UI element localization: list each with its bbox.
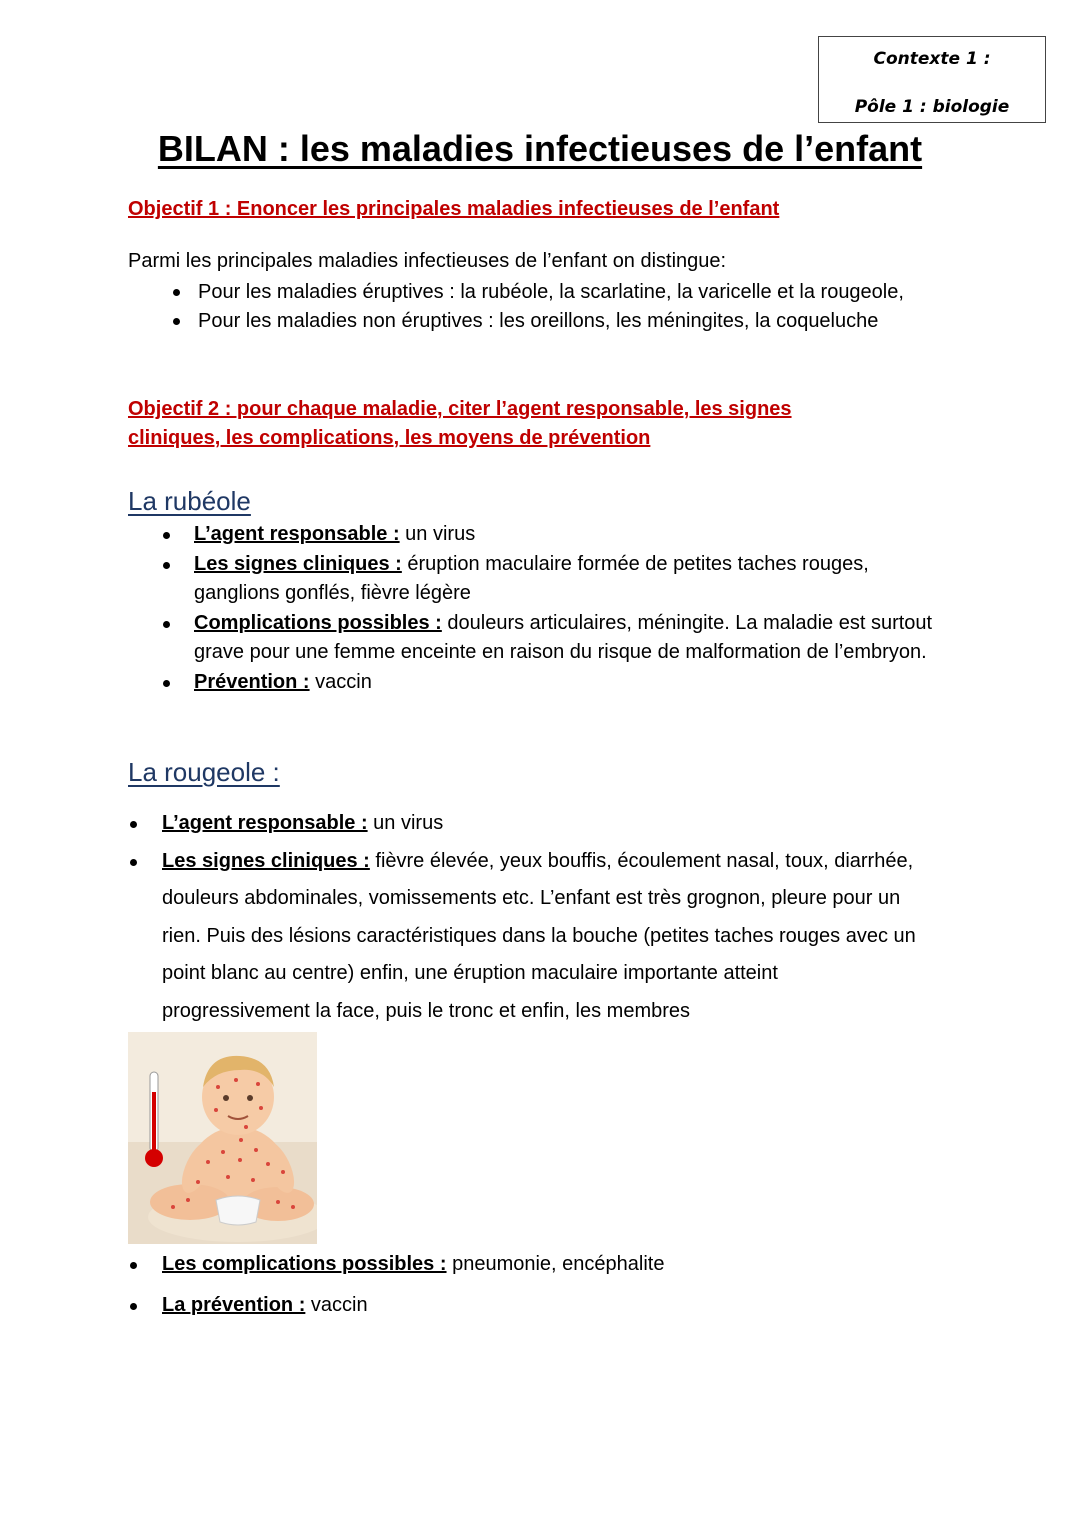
list-item: La prévention : vaccin	[128, 1287, 928, 1325]
rubeole-list	[128, 520, 948, 697]
section-rubeole-heading: La rubéole	[128, 486, 251, 516]
bullet-icon	[163, 621, 170, 628]
bullet-icon	[130, 1262, 137, 1269]
intro-paragraph: Parmi les principales maladies infectieuses de l’enfant on distingue:	[128, 250, 727, 272]
list-item: Complications possibles : douleurs articulaires, méningite. La maladie est surtout grave pour une femme enceinte en raison du risque de malformation de l’embryon.	[128, 609, 948, 668]
rougeole-list-continued	[128, 1246, 928, 1324]
list-item: L’agent responsable : un virus	[128, 805, 928, 843]
bullet-icon	[163, 532, 170, 539]
page-title: BILAN : les maladies infectieuses de l’enfant	[157, 128, 923, 169]
measles-baby-illustration	[128, 1032, 317, 1244]
bullet-icon	[130, 1303, 137, 1310]
rougeole-list	[128, 805, 928, 1030]
list-item: Prévention : vaccin	[128, 668, 948, 698]
pole-label: Pôle 1 : biologie	[854, 97, 1010, 117]
objective-2-heading: Objectif 2 : pour chaque maladie, citer l’agent responsable, les signes cliniques, les complications, les moyens de prévention	[128, 398, 792, 449]
context-label: Contexte 1 :	[873, 49, 991, 69]
objective-1-heading: Objectif 1 : Enoncer les principales maladies infectieuses de l’enfant	[128, 198, 780, 220]
list-item: Pour les maladies non éruptives : les oreillons, les méningites, la coqueluche	[128, 307, 948, 336]
bullet-icon	[130, 821, 137, 828]
bullet-icon	[163, 562, 170, 569]
list-item: L’agent responsable : un virus	[128, 520, 948, 550]
bullet-icon	[130, 859, 137, 866]
list-item: Les signes cliniques : éruption maculaire formée de petites taches rouges, ganglions gonflés, fièvre légère	[128, 550, 948, 609]
bullet-icon	[173, 289, 180, 296]
intro-list	[128, 278, 948, 336]
list-item: Pour les maladies éruptives : la rubéole, la scarlatine, la varicelle et la rougeole,	[128, 278, 948, 307]
bullet-icon	[163, 680, 170, 687]
list-item: Les signes cliniques : fièvre élevée, yeux bouffis, écoulement nasal, toux, diarrhée, douleurs abdominales, vomissements etc. L’enfant est très grognon, pleure pour un rien. Puis des lésions caractéristiques dans la bouche (petites taches rouges avec un point blanc au centre) enfin, une éruption maculaire importante atteint progressivement la face, puis le tronc et enfin, les membres	[128, 843, 928, 1031]
section-rougeole-heading: La rougeole :	[128, 757, 280, 787]
context-box	[818, 36, 1046, 123]
bullet-icon	[173, 318, 180, 325]
list-item: Les complications possibles : pneumonie, encéphalite	[128, 1246, 928, 1284]
